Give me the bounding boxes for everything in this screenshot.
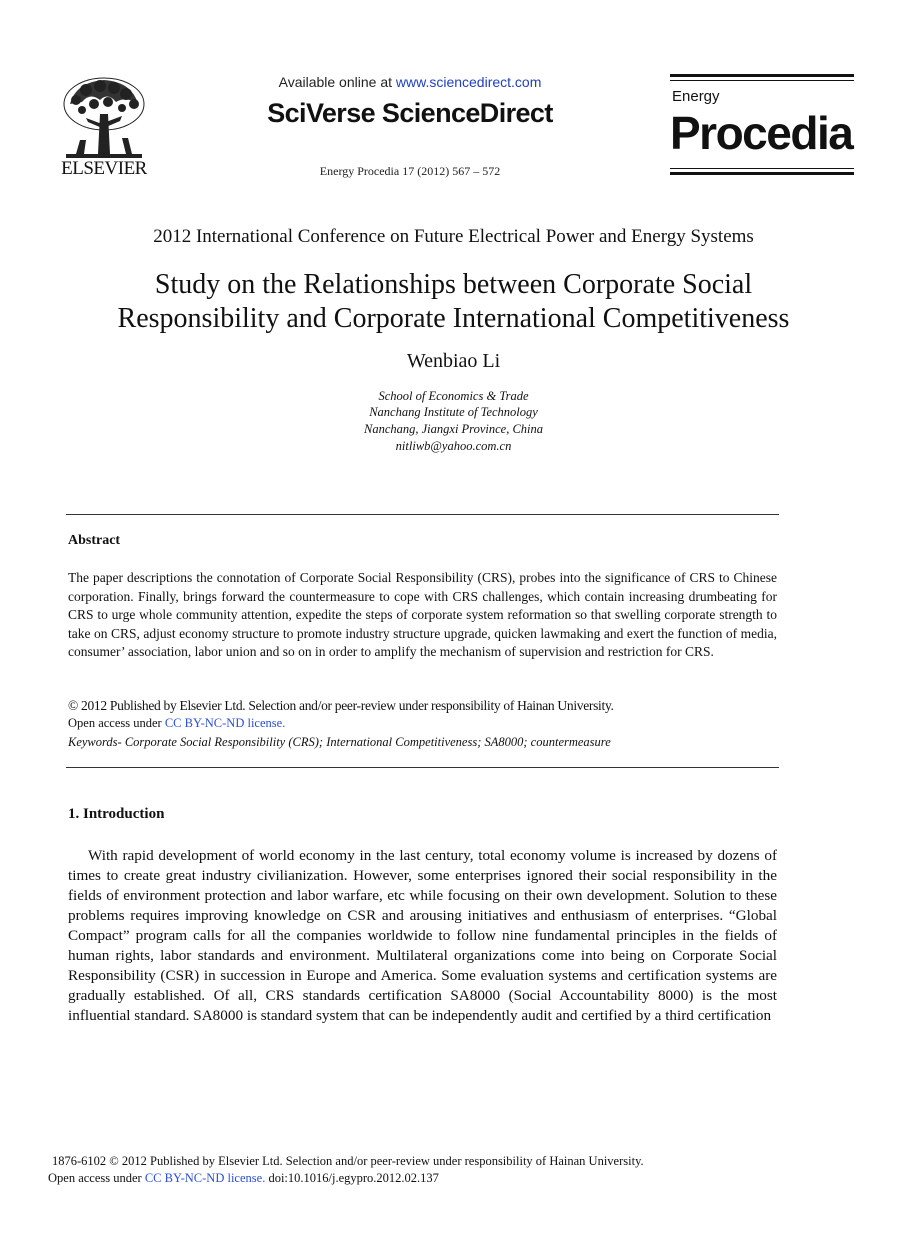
paper-title-line-1: Study on the Relationships between Corporate Social <box>154 269 753 300</box>
affiliation-location: Nanchang, Jiangxi Province, China <box>363 422 544 436</box>
conference-name: 2012 International Conference on Future Electrical Power and Energy Systems <box>153 226 754 247</box>
footer-copyright: 1876-6102 © 2012 Published by Elsevier Ltd. Selection and/or peer-review under responsibility of Hainan University. <box>52 1154 644 1168</box>
footer-open-access-line <box>48 1171 439 1186</box>
sciencedirect-link[interactable]: www.sciencedirect.com <box>395 74 542 90</box>
procedia-bottom-rule <box>670 172 854 175</box>
author-email: nitliwb@yahoo.com.cn <box>395 439 512 453</box>
available-prefix: Available online at <box>278 74 396 90</box>
introduction-text: With rapid development of world economy in the last century, total economy volume is increased by dozens of times to create great industry civilianization. However, some enterprises ignored their social responsibility in the fields of environment protection and labor warfare, etc while focusing on their own development. Solution to these problems requires improving knowledge on CSR and arousing initiatives and enthusiasm of enterprises. “Global Compact” program calls for all the companies worldwide to follow nine fundamental principles in the fields of human rights, labor standards and environment. Multilateral organizations come into being on Corporate Social Responsibility (CSR) in succession in Europe and America. Some evaluation systems and certification systems are gradually established. Of all, CRS standards certification SA8000 (Social Accountability 8000) is the most influential standard. SA8000 is standard system that can be independently audit and certified by a third certification <box>68 847 777 1024</box>
paper-title-line-2: Responsibility and Corporate International Competitiveness <box>117 303 790 334</box>
affiliation-institute: Nanchang Institute of Technology <box>369 405 538 419</box>
license-link[interactable]: CC BY-NC-ND license. <box>164 716 286 730</box>
abstract-heading: Abstract <box>68 533 121 548</box>
copyright-notice: © 2012 Published by Elsevier Ltd. Selection and/or peer-review under responsibility of Hainan University. <box>68 698 614 713</box>
abstract-bottom-rule <box>66 767 779 768</box>
procedia-top-rule <box>670 74 854 77</box>
sciverse-sciencedirect-logo: SciVerse ScienceDirect <box>267 98 553 128</box>
abstract-top-rule <box>66 514 779 515</box>
procedia-bottom-thin-rule <box>670 168 854 169</box>
open-access-line <box>68 716 285 731</box>
abstract-text: The paper descriptions the connotation of Corporate Social Responsibility (CRS), probes into the significance of CRS to Chinese corporation. Finally, brings forward the countermeasure to cope with CRS challenges, which contain increasing drumbeating for CRS to urge whole community attention, expedite the steps of corporate system reformation so that swelling corporate strength to take on CRS, adjust economy structure to promote industry structure upgrade, quicken lawmaking and exert the function of media, consumer’ association, labor union and so on in order to amplify the mechanism of supervision and restriction for CRS. <box>68 570 777 659</box>
energy-procedia-logo <box>670 74 854 178</box>
footer-open-access-prefix: Open access under <box>48 1171 145 1185</box>
introduction-heading: 1. Introduction <box>68 806 165 822</box>
available-online-line <box>260 74 560 90</box>
keywords: Keywords- Corporate Social Responsibility (CRS); International Competitiveness; SA8000; countermeasure <box>68 735 611 749</box>
journal-citation: Energy Procedia 17 (2012) 567 – 572 <box>319 164 501 178</box>
footer-license-link[interactable]: CC BY-NC-ND license. <box>144 1171 266 1185</box>
procedia-energy-label: Energy <box>672 88 720 105</box>
affiliation-school: School of Economics & Trade <box>378 389 529 403</box>
procedia-top-thin-rule <box>670 80 854 81</box>
paper-title <box>40 268 867 336</box>
elsevier-wordmark: ELSEVIER <box>61 158 147 179</box>
procedia-wordmark: Procedia <box>670 107 853 159</box>
author-name: Wenbiao Li <box>406 350 501 372</box>
footer-doi: doi:10.1016/j.egypro.2012.02.137 <box>265 1171 439 1185</box>
open-access-prefix: Open access under <box>68 716 165 730</box>
